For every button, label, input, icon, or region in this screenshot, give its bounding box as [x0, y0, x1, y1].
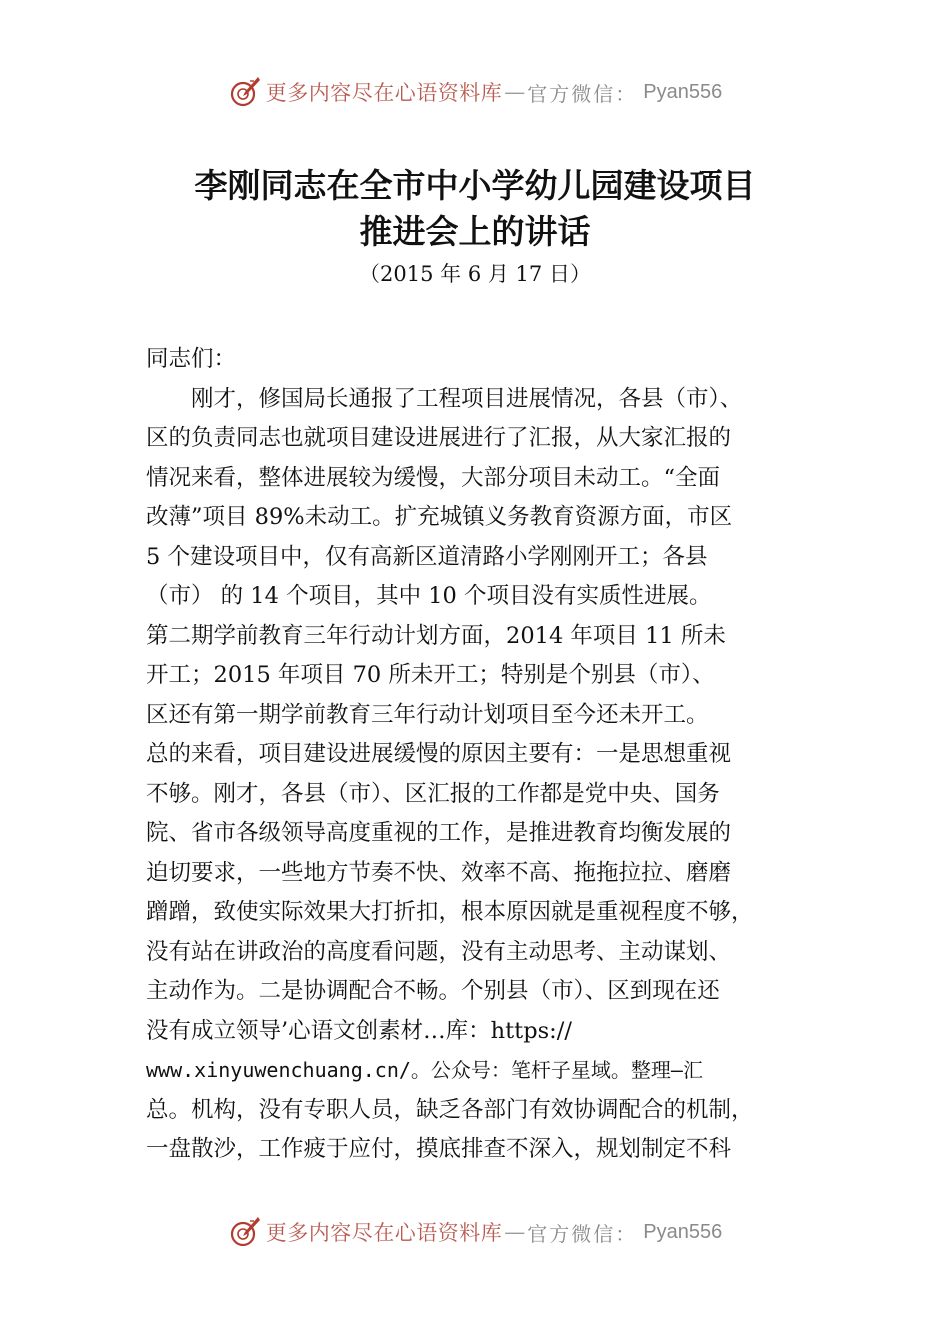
body-line: 第二期学前教育三年行动计划方面，2014 年项目 11 所未: [146, 622, 726, 649]
body-line: 迫切要求，一些地方节奏不快、效率不高、拖拖拉拉、磨磨: [146, 859, 732, 886]
document-title-line-2: 推进会上的讲话: [359, 212, 591, 251]
body-line: 总的来看，项目建设进展缓慢的原因主要有：一是思想重视: [146, 741, 732, 767]
body-line: 情况来看，整体进展较为缓慢，大部分项目未动工。“全面: [146, 464, 721, 491]
banner-wechat-id: Pyan556: [643, 1220, 723, 1243]
document-title-line-1: 李刚同志在全市中小学幼儿园建设项目: [194, 166, 756, 205]
body-line: 区还有第一期学前教育三年行动计划项目至今还未开工。: [146, 701, 709, 728]
banner-wechat-label: 官方微信：: [527, 81, 638, 106]
document-body: [146, 340, 846, 1170]
body-line: 5 个建设项目中，仅有高新区道清路小学刚刚开工；各县: [146, 543, 708, 570]
body-line: 没有站在讲政治的高度看问题，没有主动思考、主动谋划、: [146, 938, 732, 965]
banner-separator: —: [504, 80, 526, 104]
banner-brand-text: 更多内容尽在心语资料库: [265, 81, 503, 105]
body-line: 蹭蹭，致使实际效果大打折扣，根本原因就是重视程度不够，: [146, 899, 754, 925]
body-line: 总。机构，没有专职人员，缺乏各部门有效协调配合的机制，: [146, 1096, 754, 1123]
banner-wechat-id: Pyan556: [643, 80, 723, 103]
banner-separator: —: [504, 1220, 526, 1244]
quill-pen-logo-icon: [228, 75, 262, 109]
body-line: 区的负责同志也就项目建设进展进行了汇报，从大家汇报的: [146, 425, 732, 451]
body-line: 开工；2015 年项目 70 所未开工；特别是个别县（市）、: [146, 662, 715, 688]
body-line: 改薄”项目 89%未动工。扩充城镇义务教育资源方面，市区: [146, 504, 733, 530]
body-line-url: www.xinyuwenchuang.cn/。公众号：笔杆子星域。整理—汇: [146, 1058, 703, 1082]
body-line: （市） 的 14 个项目，其中 10 个项目没有实质性进展。: [146, 583, 712, 609]
body-line: 不够。刚才，各县（市）、区汇报的工作都是党中央、国务: [146, 780, 720, 807]
salutation: 同志们：: [146, 346, 237, 372]
body-line: 院、省市各级领导高度重视的工作，是推进教育均衡发展的: [146, 820, 732, 846]
body-line: 没有成立领导’心语文创素材…库：https://: [146, 1017, 572, 1044]
header-watermark-banner: [0, 70, 950, 114]
body-line: 主动作为。二是协调配合不畅。个别县（市）、区到现在还: [146, 978, 720, 1004]
quill-pen-logo-icon: [228, 1215, 262, 1249]
banner-wechat-label: 官方微信：: [527, 1221, 638, 1246]
document-date: （2015 年 6 月 17 日）: [359, 262, 591, 286]
footer-watermark-banner: [0, 1210, 950, 1254]
banner-brand-text: 更多内容尽在心语资料库: [265, 1221, 503, 1245]
body-line: 刚才，修国局长通报了工程项目进展情况，各县（市）、: [146, 385, 743, 412]
body-line: 一盘散沙，工作疲于应付，摸底排查不深入，规划制定不科: [146, 1136, 732, 1162]
